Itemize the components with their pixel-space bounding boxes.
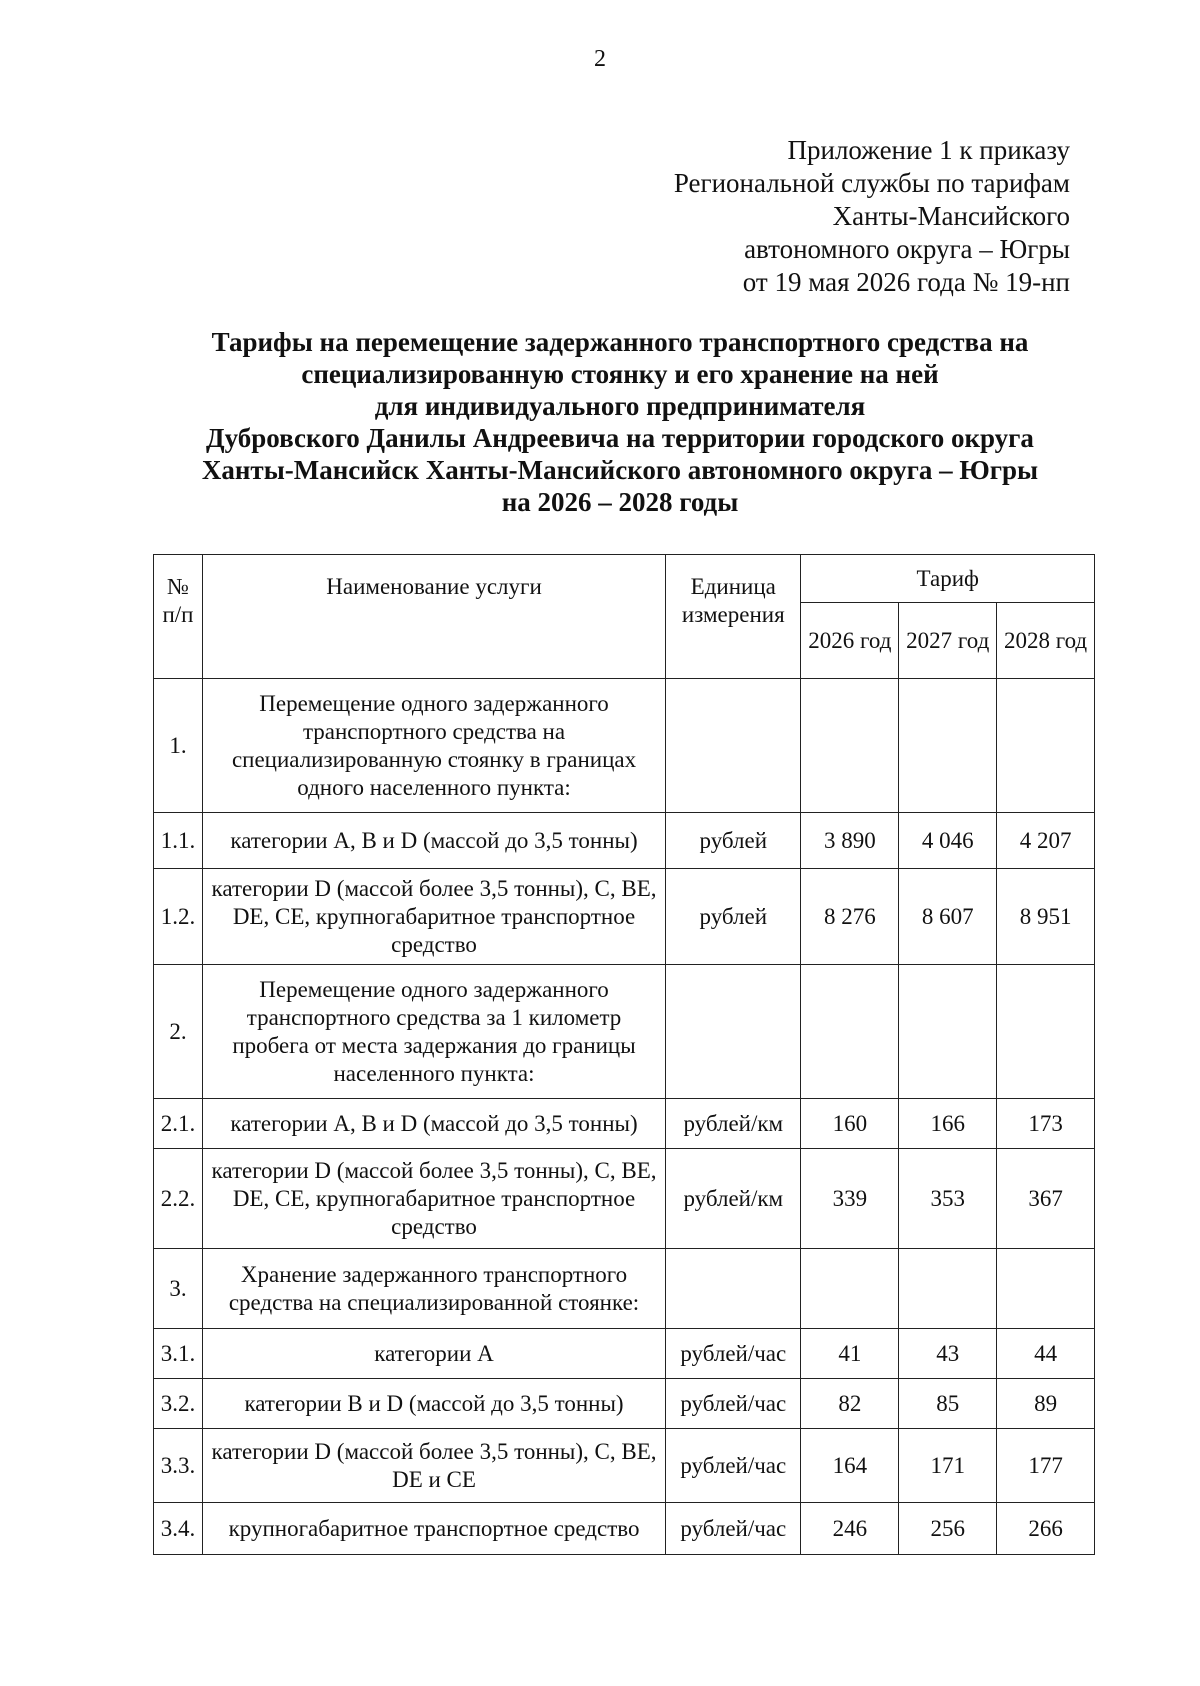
service-name-cell: категории A, B и D (массой до 3,5 тонны) bbox=[202, 813, 665, 869]
tariff-2026-cell: 160 bbox=[801, 1099, 899, 1149]
tariffs-table-body bbox=[154, 679, 1095, 1555]
tariff-2028-cell: 89 bbox=[997, 1379, 1095, 1429]
service-name-cell: крупногабаритное транспортное средство bbox=[202, 1503, 665, 1555]
appendix-line: Приложение 1 к приказу bbox=[787, 135, 1070, 165]
table-row bbox=[154, 869, 1095, 965]
row-num-cell: 1.1. bbox=[154, 813, 203, 869]
unit-cell: рублей/км bbox=[666, 1099, 801, 1149]
tariff-2026-cell bbox=[801, 1249, 899, 1329]
table-row bbox=[154, 1329, 1095, 1379]
header-year-2027: 2027 год bbox=[899, 603, 997, 679]
unit-cell bbox=[666, 1249, 801, 1329]
tariff-2028-cell: 4 207 bbox=[997, 813, 1095, 869]
document-title bbox=[130, 326, 1110, 518]
tariff-2026-cell bbox=[801, 679, 899, 813]
tariff-2026-cell: 164 bbox=[801, 1429, 899, 1503]
tariff-2026-cell: 82 bbox=[801, 1379, 899, 1429]
tariff-2028-cell: 367 bbox=[997, 1149, 1095, 1249]
page-number: 2 bbox=[594, 46, 606, 72]
service-name-cell: категории D (массой более 3,5 тонны), C, BE, DE, CE, крупногабаритное транспортное средство bbox=[202, 869, 665, 965]
appendix-line: от 19 мая 2026 года № 19-нп bbox=[742, 267, 1070, 297]
unit-cell: рублей/час bbox=[666, 1429, 801, 1503]
unit-cell: рублей bbox=[666, 813, 801, 869]
header-unit: Единица измерения bbox=[666, 555, 801, 679]
unit-cell: рублей/час bbox=[666, 1379, 801, 1429]
service-name-cell: категории D (массой более 3,5 тонны), C, BE, DE, CE, крупногабаритное транспортное средство bbox=[202, 1149, 665, 1249]
tariff-2028-cell: 44 bbox=[997, 1329, 1095, 1379]
appendix-line: Региональной службы по тарифам bbox=[673, 168, 1070, 198]
unit-cell: рублей/км bbox=[666, 1149, 801, 1249]
unit-cell bbox=[666, 679, 801, 813]
tariff-2027-cell: 8 607 bbox=[899, 869, 997, 965]
unit-cell: рублей/час bbox=[666, 1329, 801, 1379]
service-name-cell: Перемещение одного задержанного транспортного средства на специализированную стоянку в границах одного населенного пункта: bbox=[202, 679, 665, 813]
table-row bbox=[154, 965, 1095, 1099]
service-name-cell: Хранение задержанного транспортного средства на специализированной стоянке: bbox=[202, 1249, 665, 1329]
table-row bbox=[154, 679, 1095, 813]
table-row bbox=[154, 1099, 1095, 1149]
tariff-2028-cell: 173 bbox=[997, 1099, 1095, 1149]
row-num-cell: 1.2. bbox=[154, 869, 203, 965]
row-num-cell: 2. bbox=[154, 965, 203, 1099]
appendix-reference bbox=[674, 134, 1070, 299]
title-line: Тарифы на перемещение задержанного транспортного средства на bbox=[211, 327, 1029, 357]
tariff-2026-cell: 339 bbox=[801, 1149, 899, 1249]
tariffs-table bbox=[153, 554, 1095, 1555]
header-tariff: Тариф bbox=[801, 555, 1095, 603]
service-name-cell: категории D (массой более 3,5 тонны), C, BE, DE и CE bbox=[202, 1429, 665, 1503]
tariff-2026-cell: 41 bbox=[801, 1329, 899, 1379]
service-name-cell: категории A, B и D (массой до 3,5 тонны) bbox=[202, 1099, 665, 1149]
tariff-2027-cell bbox=[899, 965, 997, 1099]
row-num-cell: 3. bbox=[154, 1249, 203, 1329]
unit-cell bbox=[666, 965, 801, 1099]
tariff-2028-cell: 266 bbox=[997, 1503, 1095, 1555]
title-line: для индивидуального предпринимателя bbox=[374, 391, 866, 421]
row-num-cell: 1. bbox=[154, 679, 203, 813]
tariff-2027-cell: 166 bbox=[899, 1099, 997, 1149]
header-year-2026: 2026 год bbox=[801, 603, 899, 679]
table-row bbox=[154, 1249, 1095, 1329]
tariff-2027-cell: 353 bbox=[899, 1149, 997, 1249]
service-name-cell: категории A bbox=[202, 1329, 665, 1379]
table-row bbox=[154, 1149, 1095, 1249]
tariff-2026-cell: 246 bbox=[801, 1503, 899, 1555]
appendix-line: автономного округа – Югры bbox=[744, 234, 1070, 264]
header-year-2028: 2028 год bbox=[997, 603, 1095, 679]
row-num-cell: 3.1. bbox=[154, 1329, 203, 1379]
row-num-cell: 3.4. bbox=[154, 1503, 203, 1555]
tariff-2026-cell bbox=[801, 965, 899, 1099]
title-line: специализированную стоянку и его хранение на ней bbox=[301, 359, 939, 389]
tariff-2027-cell bbox=[899, 679, 997, 813]
tariff-2027-cell: 43 bbox=[899, 1329, 997, 1379]
tariff-2028-cell bbox=[997, 1249, 1095, 1329]
tariff-2027-cell: 85 bbox=[899, 1379, 997, 1429]
row-num-cell: 2.1. bbox=[154, 1099, 203, 1149]
row-num-cell: 3.2. bbox=[154, 1379, 203, 1429]
unit-cell: рублей/час bbox=[666, 1503, 801, 1555]
tariff-2027-cell: 171 bbox=[899, 1429, 997, 1503]
table-row bbox=[154, 813, 1095, 869]
unit-cell: рублей bbox=[666, 869, 801, 965]
title-line: Дубровского Данилы Андреевича на территории городского округа bbox=[206, 423, 1034, 453]
table-row bbox=[154, 1503, 1095, 1555]
table-row bbox=[154, 1429, 1095, 1503]
tariff-2028-cell bbox=[997, 679, 1095, 813]
tariff-2027-cell: 256 bbox=[899, 1503, 997, 1555]
tariff-2028-cell bbox=[997, 965, 1095, 1099]
appendix-line: Ханты-Мансийского bbox=[832, 201, 1070, 231]
row-num-cell: 3.3. bbox=[154, 1429, 203, 1503]
title-line: Ханты-Мансийск Ханты-Мансийского автономного округа – Югры bbox=[201, 455, 1039, 485]
service-name-cell: категории B и D (массой до 3,5 тонны) bbox=[202, 1379, 665, 1429]
tariff-2028-cell: 177 bbox=[997, 1429, 1095, 1503]
tariff-2027-cell: 4 046 bbox=[899, 813, 997, 869]
tariff-2026-cell: 8 276 bbox=[801, 869, 899, 965]
tariff-2028-cell: 8 951 bbox=[997, 869, 1095, 965]
header-service-name: Наименование услуги bbox=[202, 555, 665, 679]
tariff-2027-cell bbox=[899, 1249, 997, 1329]
tariff-2026-cell: 3 890 bbox=[801, 813, 899, 869]
row-num-cell: 2.2. bbox=[154, 1149, 203, 1249]
service-name-cell: Перемещение одного задержанного транспортного средства за 1 километр пробега от места задержания до границы населенного пункта: bbox=[202, 965, 665, 1099]
table-row bbox=[154, 1379, 1095, 1429]
header-num: № п/п bbox=[154, 555, 203, 679]
title-line: на 2026 – 2028 годы bbox=[501, 487, 739, 517]
